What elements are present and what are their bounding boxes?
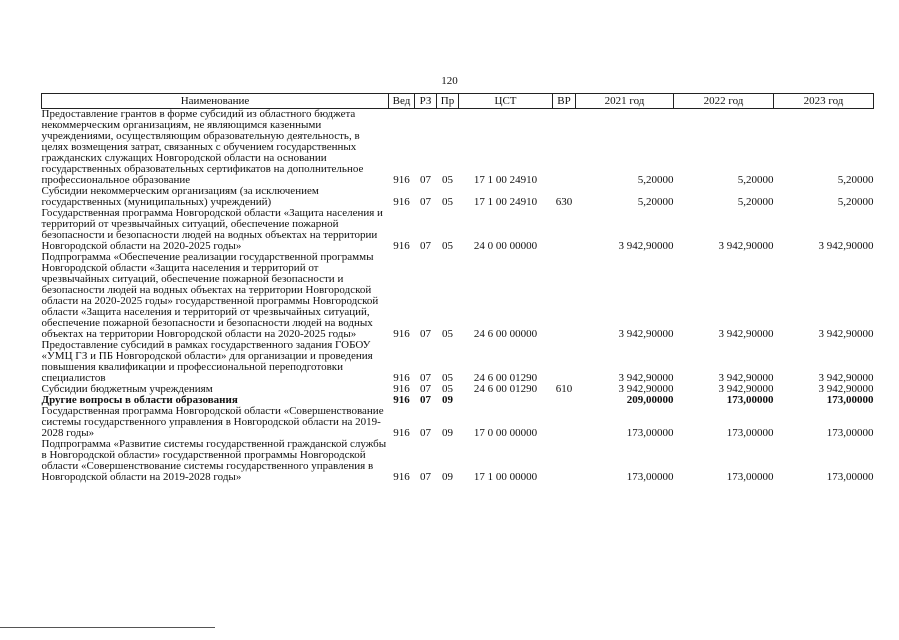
header-2021: 2021 год <box>576 94 674 109</box>
row-ved: 916 <box>393 240 410 252</box>
table-row <box>42 406 874 439</box>
row-cst: 24 6 00 01290 <box>473 383 538 395</box>
table-row <box>42 109 874 187</box>
row-ved: 916 <box>393 383 410 395</box>
row-2021: 173,00000 <box>626 427 674 439</box>
row-vr <box>553 406 576 439</box>
budget-table <box>41 93 874 483</box>
row-vr: 630 <box>555 196 573 208</box>
row-vr <box>553 208 576 252</box>
row-cst: 24 0 00 00000 <box>473 240 538 252</box>
row-2022: 5,20000 <box>737 174 774 186</box>
row-rz: 07 <box>420 174 431 186</box>
table-row <box>42 340 874 384</box>
row-cst: 17 1 00 00000 <box>473 471 538 483</box>
row-rz: 07 <box>420 328 431 340</box>
row-2022: 173,00000 <box>726 471 774 483</box>
row-pr: 05 <box>442 196 453 208</box>
row-cst: 17 1 00 24910 <box>473 196 538 208</box>
row-2023: 173,00000 <box>826 427 874 439</box>
row-2023: 5,20000 <box>837 174 874 186</box>
header-pr: Пр <box>437 94 459 109</box>
row-rz: 07 <box>420 471 431 483</box>
table-row <box>42 186 874 208</box>
row-ved: 916 <box>393 394 410 406</box>
row-pr: 05 <box>442 372 453 384</box>
row-name: Другие вопросы в области образования <box>41 394 238 406</box>
table-row <box>42 439 874 483</box>
row-vr <box>553 395 576 406</box>
row-rz: 07 <box>420 383 431 395</box>
row-name: Государственная программа Новгородской области «Совершенствование системы государственного управления в Новгородской области на 2019-2028 годы» <box>41 405 384 439</box>
row-2021: 5,20000 <box>637 174 674 186</box>
row-vr <box>553 109 576 187</box>
row-vr <box>553 340 576 384</box>
row-2021: 5,20000 <box>637 196 674 208</box>
row-ved: 916 <box>393 174 410 186</box>
row-ved: 916 <box>393 427 410 439</box>
row-2023: 173,00000 <box>826 394 874 406</box>
row-vr <box>553 439 576 483</box>
row-2022: 3 942,90000 <box>718 328 774 340</box>
row-2021: 209,00000 <box>626 394 674 406</box>
row-2021: 173,00000 <box>626 471 674 483</box>
header-cst: ЦСТ <box>459 94 553 109</box>
row-pr: 05 <box>442 174 453 186</box>
row-name: Субсидии некоммерческим организациям (за исключением государственных (муниципальных) учреждений) <box>41 185 319 208</box>
row-cst: 17 0 00 00000 <box>473 427 538 439</box>
row-pr: 05 <box>442 240 453 252</box>
row-ved: 916 <box>393 471 410 483</box>
row-cst <box>459 395 553 406</box>
header-ved: Вед <box>389 94 415 109</box>
row-cst: 24 6 00 00000 <box>473 328 538 340</box>
header-vr: ВР <box>553 94 576 109</box>
row-pr: 09 <box>442 427 453 439</box>
row-2022: 173,00000 <box>726 427 774 439</box>
row-2023: 3 942,90000 <box>818 328 874 340</box>
row-2022: 5,20000 <box>737 196 774 208</box>
row-name: Предоставление субсидий в рамках государственного задания ГОБОУ «УМЦ ГЗ и ПБ Новгородской области» для организации и проведения повышения квалификации и профессиональной переподготовки специалистов <box>41 339 373 384</box>
row-2022: 3 942,90000 <box>718 383 774 395</box>
row-ved: 916 <box>393 328 410 340</box>
row-2022: 173,00000 <box>726 394 774 406</box>
row-2022: 3 942,90000 <box>718 372 774 384</box>
header-name: Наименование <box>42 94 389 109</box>
row-ved: 916 <box>393 196 410 208</box>
row-name: Подпрограмма «Развитие системы государственной гражданской службы в Новгородской области» государственной программы Новгородской области «Совершенствование системы государственного управления в Новгородской области на 2019-2028 годы» <box>41 438 387 483</box>
row-2023: 3 942,90000 <box>818 383 874 395</box>
row-name: Субсидии бюджетным учреждениям <box>41 383 213 395</box>
row-cst: 17 1 00 24910 <box>473 174 538 186</box>
row-2023: 3 942,90000 <box>818 240 874 252</box>
row-2021: 3 942,90000 <box>618 383 674 395</box>
row-ved: 916 <box>393 372 410 384</box>
row-2021: 3 942,90000 <box>618 328 674 340</box>
row-vr <box>553 252 576 340</box>
row-2023: 3 942,90000 <box>818 372 874 384</box>
table-row <box>42 208 874 252</box>
header-rz: РЗ <box>415 94 437 109</box>
footnote-divider <box>0 627 215 628</box>
row-rz: 07 <box>420 240 431 252</box>
row-pr: 05 <box>442 328 453 340</box>
row-rz: 07 <box>420 394 431 406</box>
row-pr: 05 <box>442 383 453 395</box>
row-cst: 24 6 00 01290 <box>473 372 538 384</box>
row-rz: 07 <box>420 427 431 439</box>
row-2023: 173,00000 <box>826 471 874 483</box>
row-2022: 3 942,90000 <box>718 240 774 252</box>
header-2023: 2023 год <box>774 94 874 109</box>
row-2021: 3 942,90000 <box>618 372 674 384</box>
page-number: 120 <box>441 75 458 87</box>
row-name: Подпрограмма «Обеспечение реализации государственной программы Новгородской области «Защита населения и территорий от чрезвычайных ситуаций, обеспечение пожарной безопасности и безопасности людей на водных объектах на территории Новгородской области на 2020-2025 годы» государственной программы Новгородской области «Защита населения и территорий от чрезвычайных ситуаций, обеспечение пожарной безопасности и безопасности людей на водных объектах на территории Новгородской области на 2020-2025 годы» <box>41 251 379 340</box>
header-2022: 2022 год <box>674 94 774 109</box>
row-name: Государственная программа Новгородской области «Защита населения и территорий от чрезвычайных ситуаций, обеспечение пожарной безопасности и безопасности людей на водных объектах на территории Новгородской области на 2020-2025 годы» <box>41 207 383 252</box>
row-2023: 5,20000 <box>837 196 874 208</box>
header-row <box>42 94 874 109</box>
row-pr: 09 <box>442 394 453 406</box>
row-name: Предоставление грантов в форме субсидий из областного бюджета некоммерческим организациям, не являющимся казенными учреждениями, осуществляющим образовательную деятельность, в целях возмещения затрат, связанных с обучением государственных гражданских служащих Новгородской области на основании государственных образовательных сертификатов на дополнительное профессиональное образование <box>41 108 364 186</box>
row-pr: 09 <box>442 471 453 483</box>
row-rz: 07 <box>420 196 431 208</box>
row-vr: 610 <box>555 383 573 395</box>
row-rz: 07 <box>420 372 431 384</box>
row-2021: 3 942,90000 <box>618 240 674 252</box>
table-row <box>42 252 874 340</box>
